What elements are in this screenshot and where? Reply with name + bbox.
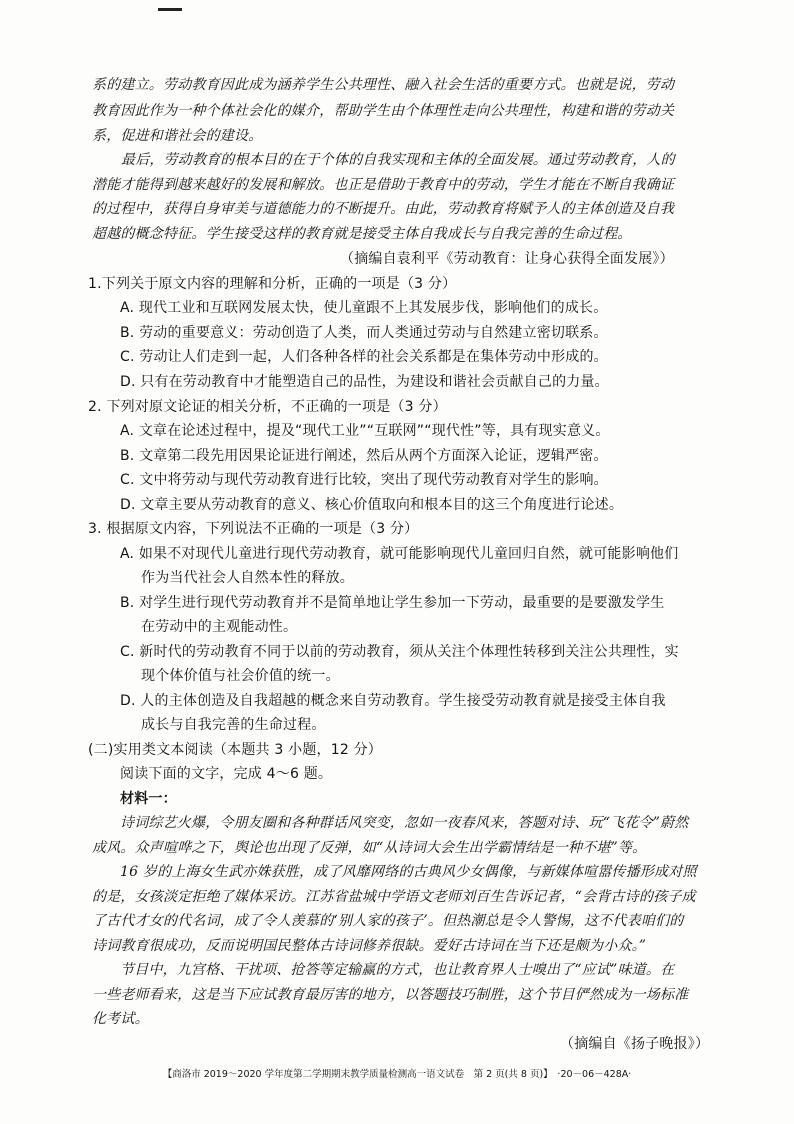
text-line: 节目中，九宫格、干扰项、抢答等定输赢的方式，也让教育界人士嗅出了“应试”味道。在 bbox=[120, 962, 675, 978]
text-line: 的过程中，获得自身审美与道德能力的不断提升。由此，劳动教育将赋予人的主体创造及自我 bbox=[92, 201, 675, 217]
text-line: 潜能才能得到越来越好的发展和解放。也正是借助于教育中的劳动，学生才能在不断自我确证 bbox=[92, 177, 675, 193]
option-b-cont: 在劳动中的主观能动性。 bbox=[141, 619, 298, 635]
source-citation: （摘编自袁利平《劳动教育：让身心获得全面发展》） bbox=[340, 251, 674, 267]
text-line: 16 岁的上海女生武亦姝获胜，成了风靡网络的古典风少女偶像，与新媒体喧嚣传播形成对照 bbox=[120, 864, 697, 880]
option-a: A. 如果不对现代儿童进行现代劳动教育，就可能影响现代儿童回归自然，就可能影响他们 bbox=[120, 546, 679, 562]
text-line: 成风。众声喧哗之下，舆论也出现了反弹，如“从诗词大会生出学霸情结是一种不堪”等。 bbox=[92, 840, 647, 856]
option-a-cont: 作为当代社会人自然本性的释放。 bbox=[141, 570, 354, 586]
instruction: 阅读下面的文字，完成 4～6 题。 bbox=[120, 766, 333, 782]
top-mark bbox=[158, 8, 182, 11]
question-1: 1.下列关于原文内容的理解和分析，正确的一项是（3 分） bbox=[88, 276, 457, 292]
option-c-cont: 现个体价值与社会价值的统一。 bbox=[141, 668, 340, 684]
option-a: A. 现代工业和互联网发展太快，使儿童跟不上其发展步伐，影响他们的成长。 bbox=[120, 300, 608, 316]
option-a: A. 文章在论述过程中，提及“现代工业”“互联网”“现代性”等，具有现实意义。 bbox=[120, 423, 610, 439]
text-line: 系，促进和谐社会的建设。 bbox=[92, 128, 263, 144]
text-line: 的是，女孩淡定拒绝了媒体采访。江苏省盐城中学语文老师刘百生告诉记者，“会背古诗的孩子成 bbox=[92, 889, 696, 905]
option-d: D. 只有在劳动教育中才能塑造自己的品性，为建设和谐社会贡献自己的力量。 bbox=[120, 374, 609, 390]
option-c: C. 劳动让人们走到一起，人们各种各样的社会关系都是在集体劳动中形成的。 bbox=[120, 349, 608, 365]
text-line: 一些老师看来，这是当下应试教育最厉害的地方，以答题技巧制胜，这个节目俨然成为一场标准 bbox=[92, 987, 689, 1003]
text-line: 了古代才女的代名词，成了令人羡慕的‘别人家的孩子’。但热潮总是令人警惕，这不代表咱们的 bbox=[92, 913, 684, 929]
material-label: 材料一： bbox=[120, 791, 177, 807]
option-d-cont: 成长与自我完善的生命过程。 bbox=[141, 717, 326, 733]
text-line: 最后，劳动教育的根本目的在于个体的自我实现和主体的全面发展。通过劳动教育，人的 bbox=[121, 152, 675, 168]
text-line: 化考试。 bbox=[92, 1011, 149, 1027]
question-3: 3. 根据原文内容，下列说法不正确的一项是（3 分） bbox=[88, 521, 419, 537]
option-c: C. 文中将劳动与现代劳动教育进行比较，突出了现代劳动教育对学生的影响。 bbox=[120, 472, 608, 488]
option-d: D. 人的主体创造及自我超越的概念来自劳动教育。学生接受劳动教育就是接受主体自我 bbox=[120, 693, 666, 709]
text-line: 诗词综艺火爆，令朋友圈和各种群话风突变，忽如一夜春风来，答题对诗、玩“飞花令”蔚然 bbox=[120, 815, 689, 831]
option-b: B. 文章第二段先用因果论证进行阐述，然后从两个方面深入论证，逻辑严密。 bbox=[120, 448, 608, 464]
question-2: 2. 下列对原文论证的相关分析，不正确的一项是（3 分） bbox=[88, 399, 447, 415]
option-d: D. 文章主要从劳动教育的意义、核心价值取向和根本目的这三个角度进行论述。 bbox=[120, 497, 624, 513]
text-line: 超越的概念特征。学生接受这样的教育就是接受主体自我成长与自我完善的生命过程。 bbox=[92, 226, 632, 242]
text-line: 诗词教育很成功，反而说明国民整体古诗词修养很缺。爱好古诗词在当下还是颇为小众。” bbox=[92, 938, 647, 954]
option-c: C. 新时代的劳动教育不同于以前的劳动教育，须从关注个体理性转移到关注公共理性，实 bbox=[120, 644, 679, 660]
text-line: 系的建立。劳动教育因此成为涵养学生公共理性、融入社会生活的重要方式。也就是说，劳动 bbox=[92, 77, 675, 93]
source-citation: （摘编自《扬子晚报》） bbox=[560, 1036, 710, 1052]
section-heading: (二)实用类文本阅读（本题共 3 小题，12 分） bbox=[88, 742, 382, 758]
text-line: 教育因此作为一种个体社会化的媒介，帮助学生由个体理性走向公共理性，构建和谐的劳动关 bbox=[92, 103, 675, 119]
option-b: B. 对学生进行现代劳动教育并不是简单地让学生参加一下劳动，最重要的是要激发学生 bbox=[120, 595, 665, 611]
page-footer: 【商洛市 2019～2020 学年度第二学期期末教学质量检测高一语文试卷 第 2 页(共 8 页)】 ·20－06－428A· bbox=[162, 1069, 632, 1080]
option-b: B. 劳动的重要意义：劳动创造了人类，而人类通过劳动与自然建立密切联系。 bbox=[120, 325, 608, 341]
